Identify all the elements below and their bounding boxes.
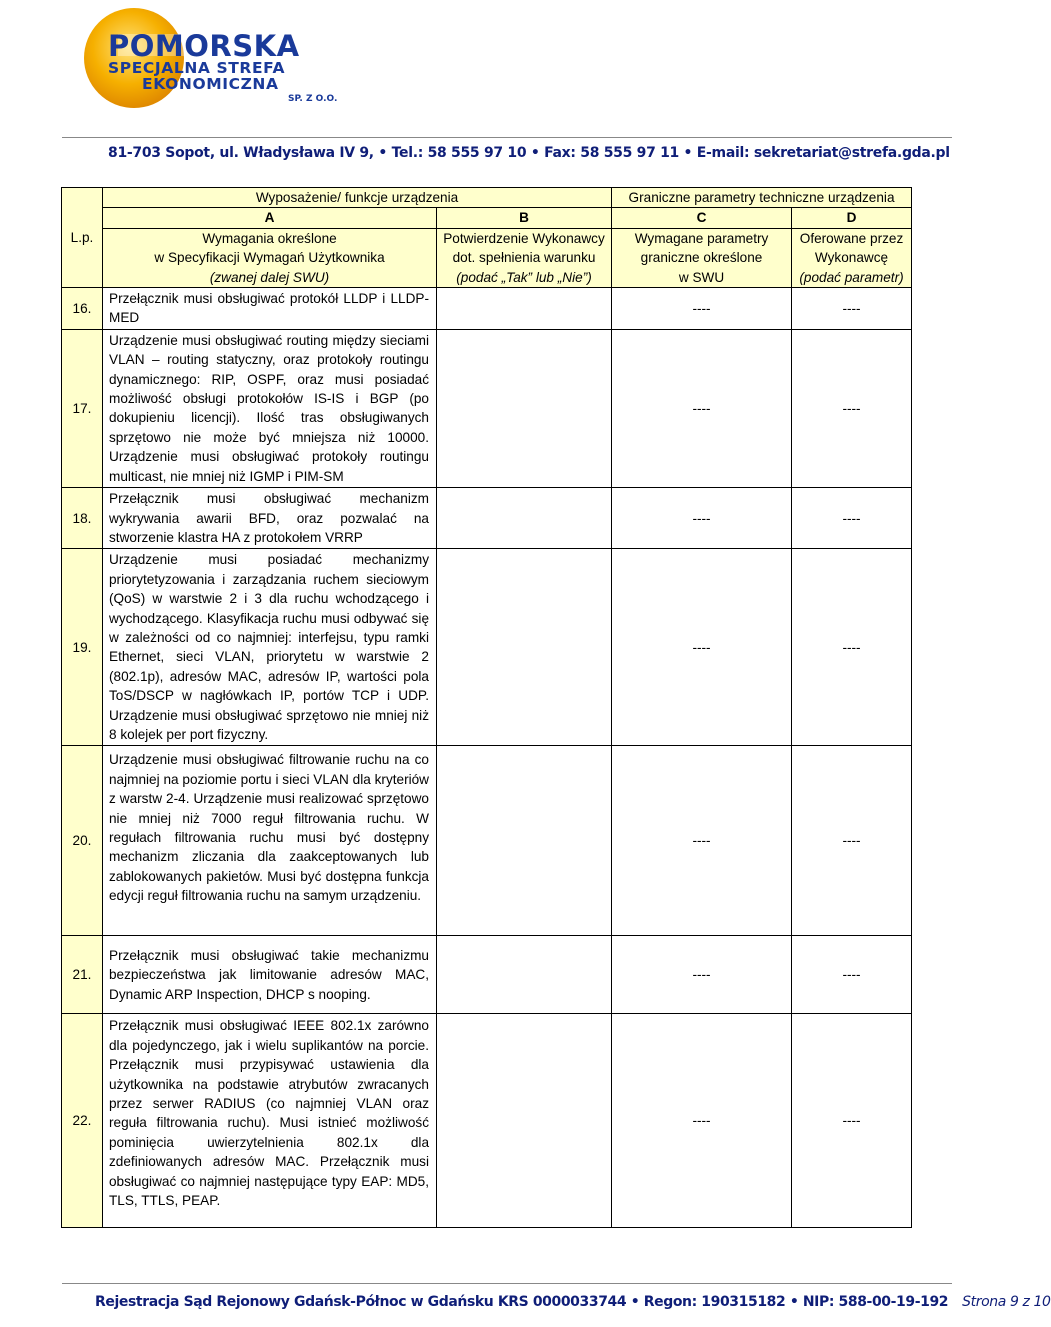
row-offered-param: ----: [792, 329, 912, 487]
row-offered-param: ----: [792, 488, 912, 549]
requirements-table: [61, 187, 912, 1228]
col-d-line2: Wykonawcę: [814, 250, 889, 266]
col-letter-c: C: [612, 208, 792, 228]
footer-divider: [62, 1283, 952, 1284]
row-confirmation: [437, 549, 612, 746]
row-requirement: Urządzenie musi obsługiwać routing między sieciami VLAN – routing statyczny, oraz protokoły routingu dynamicznego: RIP, OSPF, oraz musi posiadać możliwość obsługi protokołów IS-IS i BGP (po dokupieniu licencji). Ilość tras obsługiwanych sprzętowo nie może być mniejsza niż 10000. Urządzenie musi obsługiwać protokoły routingu multicast, nie mniej niż IGMP i PIM-SM: [103, 329, 437, 487]
col-b-line2: dot. spełnienia warunku: [452, 250, 596, 266]
header-address: 81-703 Sopot, ul. Władysława IV 9, • Tel.: 58 555 97 10 • Fax: 58 555 97 11 • E-mail: sekretariat@strefa.gda.pl: [108, 145, 950, 161]
col-a-line3: (zwanej dalej SWU): [209, 269, 330, 285]
row-offered-param: ----: [792, 936, 912, 1014]
row-requirement: Urządzenie musi obsługiwać filtrowanie ruchu na co najmniej na poziomie portu i sieci VLAN dla kryteriów z warstw 2-4. Urządzenie musi realizować sprzętowo nie mniej niż 7000 reguł filtrowania ruchu. W regułach filtrowania ruchu musi być dostępny mechanizm zliczania dla zaakceptowanych lub zablokowanych pakietów. Musi być dostępna funkcja edycji reguł filtrowania ruchu na samym urządzeniu.: [103, 746, 437, 936]
row-required-param: ----: [612, 936, 792, 1014]
row-confirmation: [437, 936, 612, 1014]
row-required-param: ----: [612, 488, 792, 549]
row-requirement: Przełącznik musi obsługiwać takie mechanizmu bezpieczeństwa jak limitowanie adresów MAC, Dynamic ARP Inspection, DHCP s nooping.: [103, 936, 437, 1014]
col-header-a: [103, 228, 437, 287]
col-c-line1: Wymagane parametry: [634, 230, 769, 246]
logo-line2: SPECJALNA STREFA: [108, 59, 286, 77]
footer-registration: Rejestracja Sąd Rejonowy Gdańsk-Północ w Gdańsku KRS 0000033744 • Regon: 190315182 • NIP: 588-00-19-192: [95, 1294, 949, 1310]
row-confirmation: [437, 288, 612, 330]
row-confirmation: [437, 1014, 612, 1228]
table-row: [62, 936, 912, 1014]
page-number: Strona 9 z 10: [962, 1294, 1051, 1310]
col-d-line1: Oferowane przez: [799, 230, 904, 246]
logo-line1: POMORSKA: [108, 29, 300, 63]
row-offered-param: ----: [792, 746, 912, 936]
row-requirement: Przełącznik musi obsługiwać protokół LLDP i LLDP-MED: [103, 288, 437, 330]
row-requirement: Przełącznik musi obsługiwać mechanizm wykrywania awarii BFD, oraz pozwalać na stworzenie klastra HA z protokołem VRRP: [103, 488, 437, 549]
row-confirmation: [437, 329, 612, 487]
header-divider: [62, 137, 952, 138]
row-requirement: Przełącznik musi obsługiwać IEEE 802.1x zarówno dla pojedynczego, jak i wielu suplikantów na porcie. Przełącznik musi przypisywać ustawienia dla użytkownika na podstawie atrybutów zwracanych przez serwer RADIUS (co najmniej VLAN oraz reguła filtrowania ruchu). Musi istnieć możliwość pominięcia uwierzytelnienia 802.1x dla zdefiniowanych adresów MAC. Przełącznik musi obsługiwać co najmniej następujące typy EAP: MD5, TLS, TTLS, PEAP.: [103, 1014, 437, 1228]
row-number: 21.: [62, 936, 103, 1014]
col-header-c: [612, 228, 792, 287]
table-row: [62, 549, 912, 746]
col-d-line3: (podać parametr): [799, 269, 904, 285]
table-row: [62, 1014, 912, 1228]
table-row: [62, 288, 912, 330]
row-required-param: ----: [612, 1014, 792, 1228]
row-required-param: ----: [612, 329, 792, 487]
col-header-b: [437, 228, 612, 287]
logo-line4: SP. Z O.O.: [288, 94, 338, 104]
table-row: [62, 488, 912, 549]
row-required-param: ----: [612, 746, 792, 936]
company-logo: [52, 6, 352, 118]
row-requirement: Urządzenie musi posiadać mechanizmy priorytetyzowania i zarządzania ruchem sieciowym (QoS) w warstwie 2 i 3 dla ruchu wchodzącego i wychodzącego. Klasyfikacja ruchu musi odbywać się w zależności od co najmniej: interfejsu, typu ramki Ethernet, sieci VLAN, priorytetu w warstwie 2 (802.1p), adresów MAC, adresów IP, wartości pola ToS/DSCP w nagłówkach IP, portów TCP i UDP. Urządzenie musi obsługiwać sprzętowo nie mniej niż 8 kolejek per port fizyczny.: [103, 549, 437, 746]
row-offered-param: ----: [792, 1014, 912, 1228]
col-letter-a: A: [103, 208, 437, 228]
col-b-line3: (podać „Tak” lub „Nie”): [456, 269, 592, 285]
row-number: 18.: [62, 488, 103, 549]
row-offered-param: ----: [792, 549, 912, 746]
table-row: [62, 329, 912, 487]
row-offered-param: ----: [792, 288, 912, 330]
col-letter-d: D: [792, 208, 912, 228]
row-number: 22.: [62, 1014, 103, 1228]
row-required-param: ----: [612, 549, 792, 746]
footer: [95, 1294, 1051, 1310]
col-c-line3: w SWU: [678, 269, 725, 285]
col-letter-b: B: [437, 208, 612, 228]
row-required-param: ----: [612, 288, 792, 330]
group-header-left: Wyposażenie/ funkcje urządzenia: [103, 188, 612, 208]
row-number: 17.: [62, 329, 103, 487]
col-c-line2: graniczne określone: [640, 250, 763, 266]
lp-header: L.p.: [62, 188, 103, 288]
table-row: [62, 746, 912, 936]
col-header-d: [792, 228, 912, 287]
row-confirmation: [437, 488, 612, 549]
col-a-line2: w Specyfikacji Wymagań Użytkownika: [154, 250, 385, 266]
row-number: 20.: [62, 746, 103, 936]
row-number: 19.: [62, 549, 103, 746]
group-header-right: Graniczne parametry techniczne urządzenia: [612, 188, 912, 208]
row-confirmation: [437, 746, 612, 936]
col-b-line1: Potwierdzenie Wykonawcy: [443, 230, 605, 246]
col-a-line1: Wymagania określone: [202, 230, 337, 246]
row-number: 16.: [62, 288, 103, 330]
logo-line3: EKONOMICZNA: [142, 75, 279, 93]
